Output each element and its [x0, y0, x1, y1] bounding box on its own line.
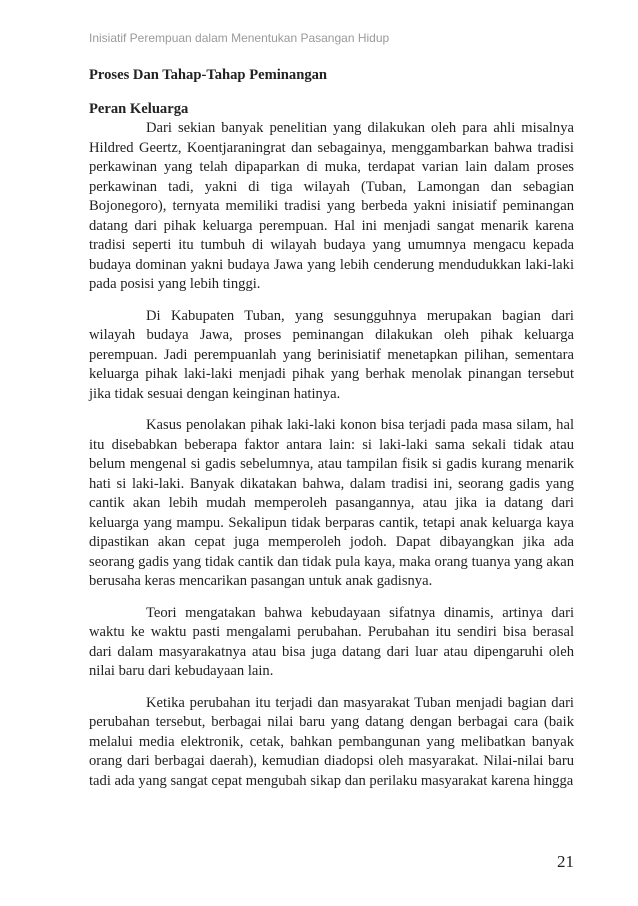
paragraph-4: Teori mengatakan bahwa kebudayaan sifatnya dinamis, artinya dari waktu ke waktu pasti mengalami perubahan. Perubahan itu sendiri bisa berasal dari dalam masyarakatnya atau bisa juga datang dari luar atau dipengaruhi oleh nilai baru dari kebudayaan lain. [89, 604, 574, 679]
page-number: 21 [557, 852, 574, 871]
paragraph-2: Di Kabupaten Tuban, yang sesungguhnya merupakan bagian dari wilayah budaya Jawa, proses peminangan dilakukan oleh pihak keluarga perempuan. Jadi perempuanlah yang berinisiatif menetapkan pilihan, sementara keluarga pihak laki-laki menjadi pihak yang berhak menolak pinangan tersebut jika tidak sesuai dengan keinginan hatinya. [89, 307, 574, 402]
page-body [89, 66, 574, 803]
paragraph-5: Ketika perubahan itu terjadi dan masyarakat Tuban menjadi bagian dari perubahan tersebut, berbagai nilai baru yang datang dengan berbagai cara (baik melalui media elektronik, cetak, bahkan pembangunan yang melibatkan banyak orang dari berbagai daerah), kemudian diadopsi oleh masyarakat. Nilai-nilai baru tadi ada yang sangat cepat mengubah sikap dan perilaku masyarakat karena hingga [89, 694, 574, 789]
subsection-heading: Peran Keluarga [89, 100, 189, 117]
paragraph-1: Dari sekian banyak penelitian yang dilakukan oleh para ahli misalnya Hildred Geertz, Koentjaraningrat dan sebagainya, menggambarkan bahwa tradisi perkawinan yang telah dipaparkan di muka, terdapat varian lain dalam proses perkawinan tadi, yakni di tiga wilayah (Tuban, Lamongan dan sebagian Bojonegoro), ternyata memiliki tradisi yang berbeda yakni inisiatif peminangan datang dari pihak keluarga perempuan. Hal ini menjadi sangat menarik karena tradisi seperti itu tumbuh di wilayah budaya yang umumnya mengacu kepada budaya dominan yakni budaya Jawa yang lebih cenderung mendudukkan laki-laki pada posisi yang lebih tinggi. [89, 120, 574, 292]
paragraph-3: Kasus penolakan pihak laki-laki konon bisa terjadi pada masa silam, hal itu disebabkan beberapa faktor antara lain: si laki-laki sama sekali tidak atau belum mengenal si gadis sebelumnya, atau tampilan fisik si gadis kurang menarik hati si laki-laki. Banyak dikatakan bahwa, dalam tradisi ini, seorang gadis yang cantik akan lebih mudah memperoleh pasangannya, atau jika ia datang dari keluarga yang mampu. Sekalipun tidak berparas cantik, tetapi anak keluarga kaya dipastikan akan cepat juga memperoleh jodoh. Dapat dibayangkan jika ada seorang gadis yang tidak cantik dan tidak pula kaya, maka orang tuanya yang akan berusaha keras mencarikan pasangan untuk anak gadisnya. [89, 417, 574, 589]
section-heading: Proses Dan Tahap-Tahap Peminangan [89, 67, 328, 83]
running-head: Inisiatif Perempuan dalam Menentukan Pasangan Hidup [89, 31, 390, 45]
